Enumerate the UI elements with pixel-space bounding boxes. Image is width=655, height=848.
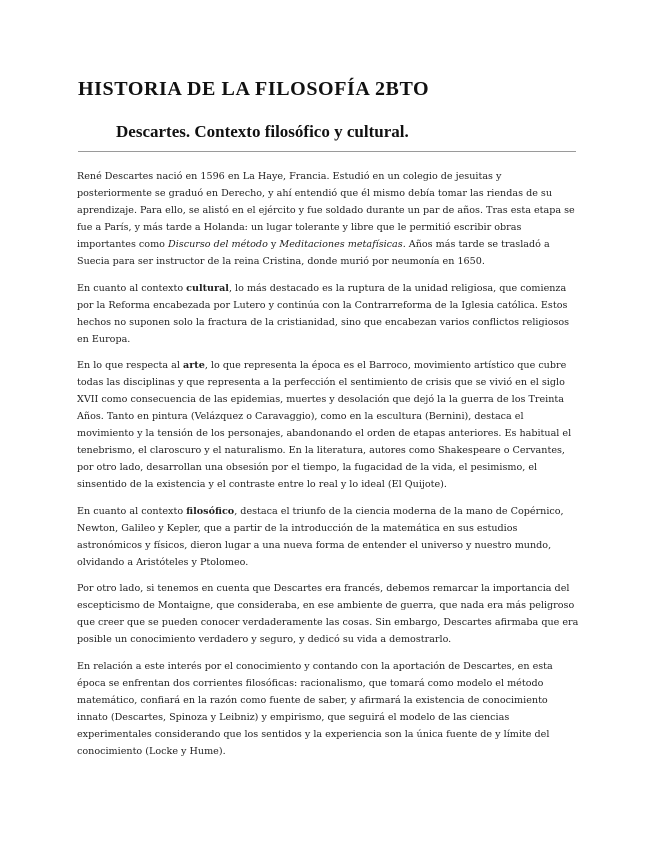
paragraph-text: y [267,239,280,250]
paragraph-text: , destaca el triunfo de la ciencia moderna de la mano de Copérnico, Newton, Galileo y Kepler, que a partir de la introducción de la matemática en sus estudios astronómicos y físicos, dieron lugar a una nueva forma de entender el universo y nuestro mundo, olvidando a Aristóteles y Ptolomeo. [77,505,564,568]
paragraph-text: En cuanto al contexto [77,282,187,294]
bold-term: arte [183,360,205,371]
bold-term: filosófico [186,505,235,517]
paragraph-text: , lo que representa la época es el Barroco, movimiento artístico que cubre todas las disciplinas y que representa a la perfección el sentimiento de crisis que se vivió en el siglo XVII como consecuencia de las epidemias, muertes y desolación que dejó la la guerra de los Treinta Años. Tanto en pintura (Velázquez o Caravaggio), como en la escultura (Bernini), destaca el movimiento y la tensión de los personajes, abandonando el orden de etapas anteriores. Es habitual el tenebrismo, el claroscuro y el naturalismo. En la literatura, autores como Shakespeare o Cervantes, por otro lado, desarrollan una obsesión por el tiempo, la fugacidad de la vida, el pesimismo, el sinsentido de la existencia y el contraste entre lo real y lo ideal (El Quijote). [77,360,572,490]
paragraph-text: . Años más tarde se trasladó a Suecia para ser instructor de la reina Cristina, donde murió por neumonía en 1650. [77,239,550,267]
body-paragraph [77,580,579,648]
paragraph-text: Por otro lado, si tenemos en cuenta que Descartes era francés, debemos remarcar la importancia del escepticismo de Montaigne, que consideraba, en ese ambiente de guerra, que nada era más peligroso que creer que se pueden conocer verdaderamente las cosas. Sin embargo, Descartes afirmaba que era posible un conocimiento verdadero y seguro, y dedicó su vida a demostrarlo. [77,583,579,645]
body-paragraph [77,168,579,270]
bold-term: cultural [186,282,229,294]
body-paragraph [77,503,579,571]
paragraph-text: , lo más destacado es la ruptura de la unidad religiosa, que comienza por la Reforma encabezada por Lutero y continúa con la Contrarreforma de la Iglesia católica. Estos hechos no suponen solo la fractura de la cristianidad, sino que encabezan varios conflictos religiosos en Europa. [77,282,570,345]
italic-title: Discurso del método [168,239,268,250]
paragraph-text: En cuanto al contexto [77,505,187,517]
document-subtitle: Descartes. Contexto filosófico y cultural. [116,122,409,141]
body-paragraph [77,280,579,348]
body-paragraph [77,357,579,493]
document-title: HISTORIA DE LA FILOSOFÍA 2BTO [78,78,430,100]
title-divider [78,151,576,152]
paragraph-text: En lo que respecta al [77,360,184,371]
document-body [77,168,579,769]
italic-title: Meditaciones metafísicas [279,239,403,250]
paragraph-text: René Descartes nació en 1596 en La Haye, Francia. Estudió en un colegio de jesuitas y posteriormente se graduó en Derecho, y ahí entendió que él mismo debía tomar las riendas de su aprendizaje. Para ello, se alistó en el ejército y fue soldado durante un par de años. Tras esta etapa se fue a París, y más tarde a Holanda: un lugar tolerante y libre que le permitió escribir obras importantes como [77,171,575,250]
paragraph-text: En relación a este interés por el conocimiento y contando con la aportación de Descartes, en esta época se enfrentan dos corrientes filosóficas: racionalismo, que tomará como modelo el método matemático, confiará en la razón como fuente de saber, y afirmará la existencia de conocimiento innato (Descartes, Spinoza y Leibniz) y empirismo, que seguirá el modelo de las ciencias experimentales considerando que los sentidos y la experiencia son la única fuente de y límite del conocimiento (Locke y Hume). [77,660,553,757]
body-paragraph [77,658,579,760]
